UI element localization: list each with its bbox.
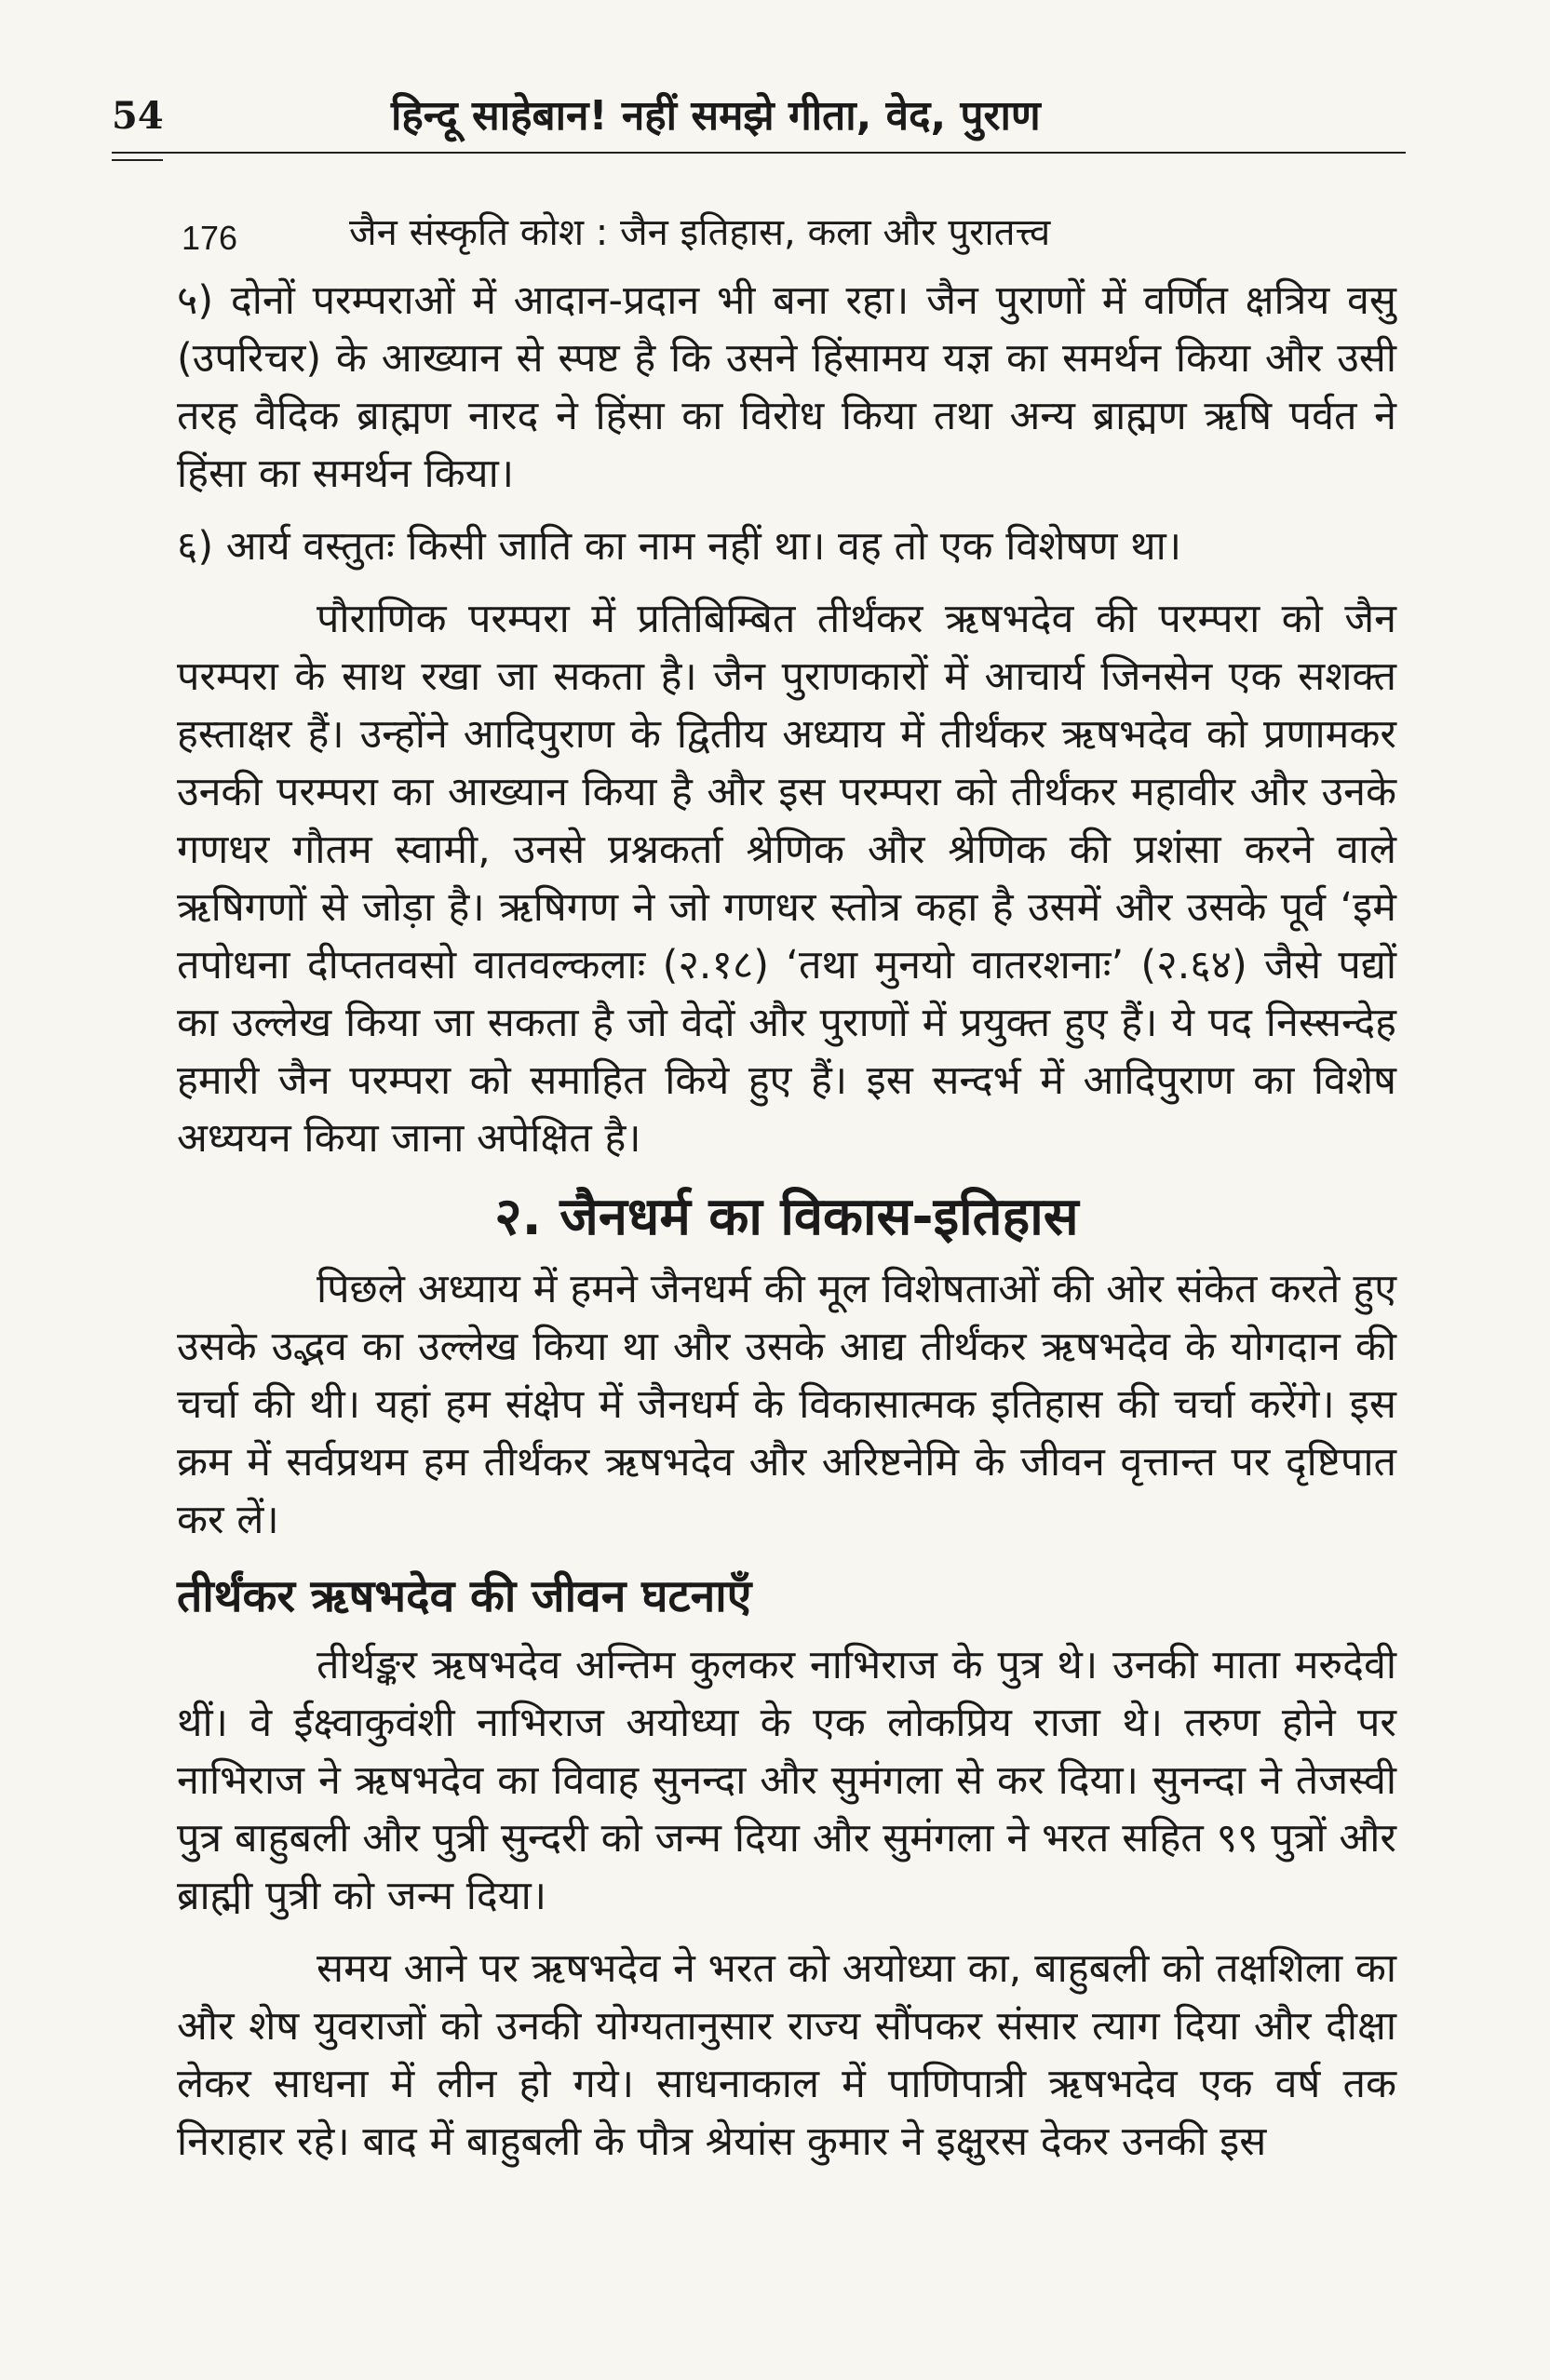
source-reference (182, 207, 1392, 262)
paragraph-rishabhdev-family: तीर्थङ्कर ऋषभदेव अन्तिम कुलकर नाभिराज के पुत्र थे। उनकी माता मरुदेवी थीं। वे ईक्ष्वाकुवंशी नाभिराज अयोध्या के एक लोकप्रिय राजा थे। तरुण होने पर नाभिराज ने ऋषभदेव का विवाह सुनन्दा और सुमंगला से कर दिया। सुनन्दा ने तेजस्वी पुत्र बाहुबली और पुत्री सुन्दरी को जन्म दिया और सुमंगला ने भरत सहित ९९ पुत्रों और ब्राह्मी पुत्री को जन्म दिया। (177, 1642, 1396, 1919)
running-header (112, 88, 1406, 163)
source-title: जैन संस्कृति कोश : जैन इतिहास, कला और पुरातत्त्व (349, 211, 1051, 254)
header-rule (112, 152, 1406, 154)
running-title: हिन्दू साहेबान! नहीं समझे गीता, वेद, पुराण (391, 92, 1041, 140)
paragraph-point-5: ५) दोनों परम्पराओं में आदान-प्रदान भी बना रहा। जैन पुराणों में वर्णित क्षत्रिय वसु (उपरिचर) के आख्यान से स्पष्ट है कि उसने हिंसामय यज्ञ का समर्थन किया और उसी तरह वैदिक ब्राह्मण नारद ने हिंसा का विरोध किया तथा अन्य ब्राह्मण ऋषि पर्वत ने हिंसा का समर्थन किया। (177, 277, 1396, 497)
source-page-number: 176 (182, 219, 238, 257)
paragraph-point-6: ६) आर्य वस्तुतः किसी जाति का नाम नहीं था। वह तो एक विशेषण था। (177, 523, 1182, 570)
paragraph-pauranik: पौराणिक परम्परा में प्रतिबिम्बित तीर्थंकर ऋषभदेव की परम्परा को जैन परम्परा के साथ रखा जा सकता है। जैन पुराणकारों में आचार्य जिनसेन एक सशक्त हस्ताक्षर हैं। उन्होंने आदिपुराण के द्वितीय अध्याय में तीर्थंकर ऋषभदेव को प्रणामकर उनकी परम्परा का आख्यान किया है और इस परम्परा को तीर्थंकर महावीर और उनके गणधर गौतम स्वामी, उनसे प्रश्नकर्ता श्रेणिक और श्रेणिक की प्रशंसा करने वाले ऋषिगणों से जोड़ा है। ऋषिगण ने जो गणधर स्तोत्र कहा है उसमें और उसके पूर्व ‘इमे तपोधना दीप्ततवसो वातवल्कलाः (२.१८) ‘तथा मुनयो वातरशनाः’ (२.६४) जैसे पद्यों का उल्लेख किया जा सकता है जो वेदों और पुराणों में प्रयुक्त हुए हैं। ये पद निस्सन्देह हमारी जैन परम्परा को समाहित किये हुए हैं। इस सन्दर्भ में आदिपुराण का विशेष अध्ययन किया जाना अपेक्षित है। (177, 596, 1396, 1162)
page-number: 54 (112, 94, 164, 138)
sub-heading: तीर्थंकर ऋषभदेव की जीवन घटनाएँ (177, 1570, 752, 1622)
page-number-underline (112, 159, 163, 161)
section-heading: २. जैनधर्म का विकास-इतिहास (494, 1187, 1079, 1247)
paragraph-intro: पिछले अध्याय में हमने जैनधर्म की मूल विशेषताओं की ओर संकेत करते हुए उसके उद्भव का उल्लेख किया था और उसके आद्य तीर्थंकर ऋषभदेव के योगदान की चर्चा की थी। यहां हम संक्षेप में जैनधर्म के विकासात्मक इतिहास की चर्चा करेंगे। इस क्रम में सर्वप्रथम हम तीर्थंकर ऋषभदेव और अरिष्टनेमि के जीवन वृत्तान्त पर दृष्टिपात कर लें। (177, 1266, 1396, 1543)
paragraph-rishabhdev-renunciation: समय आने पर ऋषभदेव ने भरत को अयोध्या का, बाहुबली को तक्षशिला का और शेष युवराजों को उनकी योग्यतानुसार राज्य सौंपकर संसार त्याग दिया और दीक्षा लेकर साधना में लीन हो गये। साधनाकाल में पाणिपात्री ऋषभदेव एक वर्ष तक निराहार रहे। बाद में बाहुबली के पौत्र श्रेयांस कुमार ने इक्षुरस देकर उनकी इस (177, 1945, 1396, 2165)
body-text (177, 272, 1396, 2329)
